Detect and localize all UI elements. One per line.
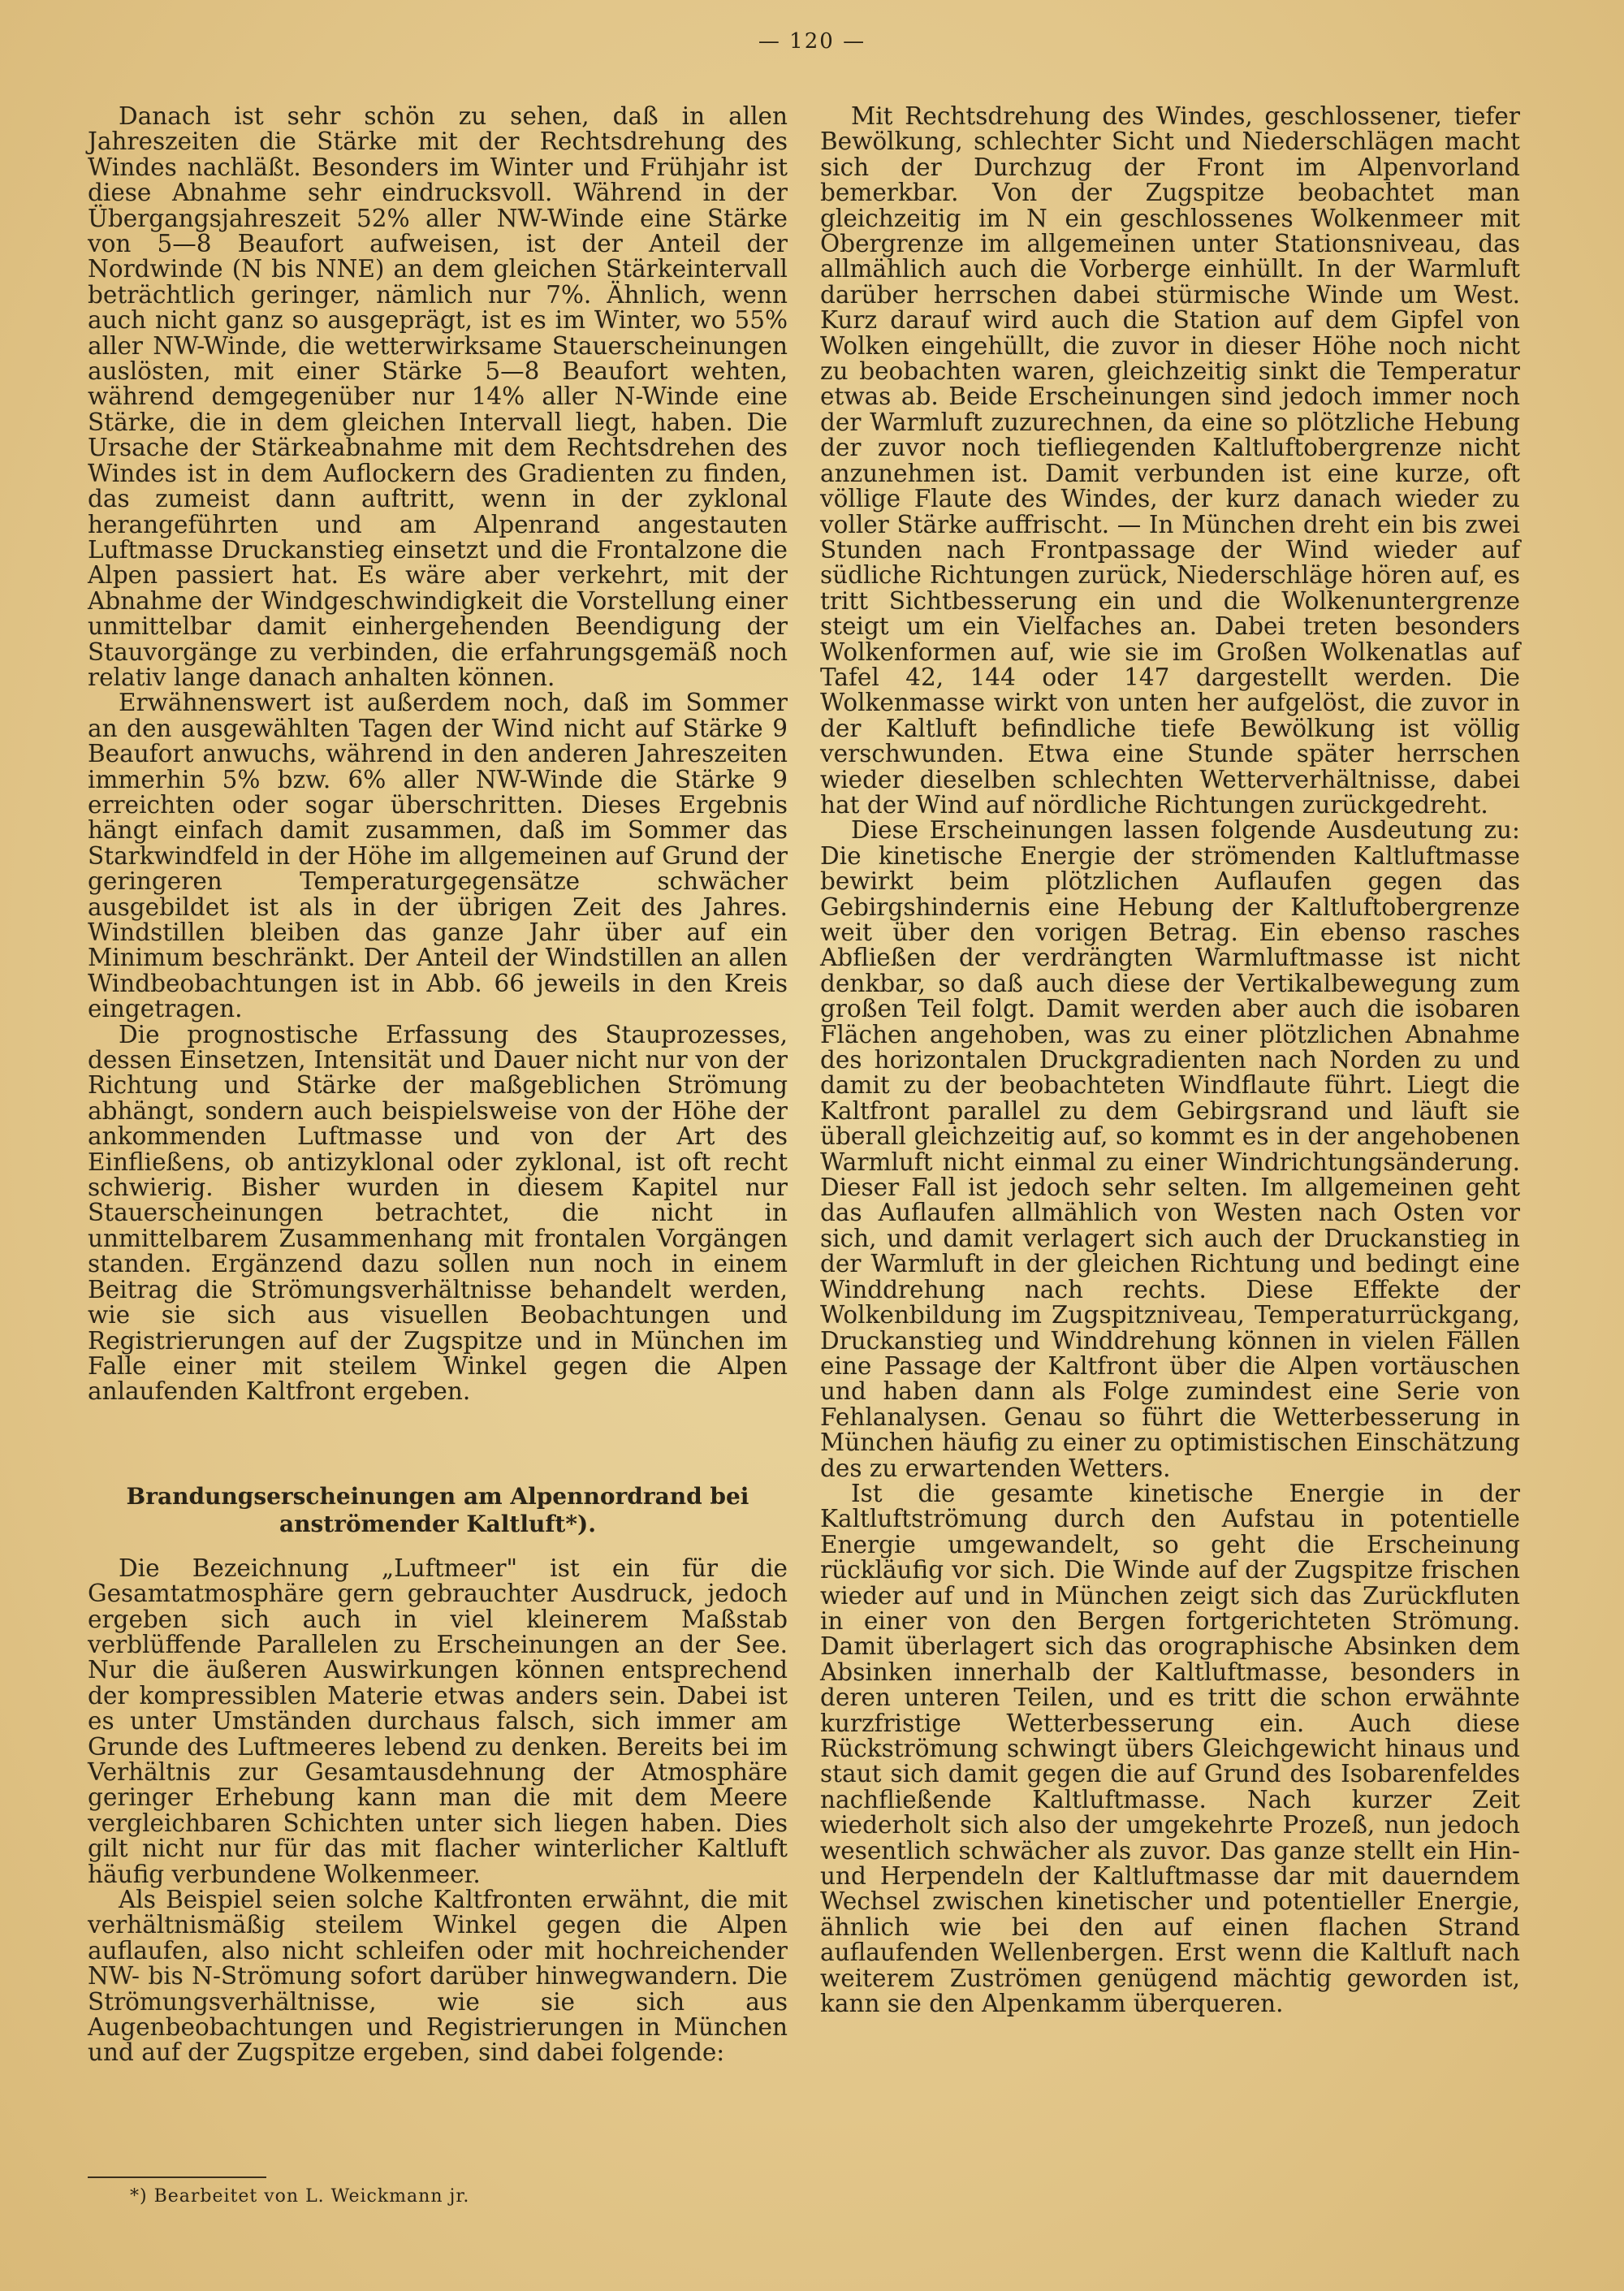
paragraph: Als Beispiel seien solche Kaltfronten erwähnt, die mit verhältnismäßig steilem Winkel gegen die Alpen auflaufen, also nicht schleifen oder mit hochreichender NW- bis N-Strömung sofort darüber hinwegwandern. Die Strömungsverhältnisse, wie sie sich aus Augenbeobachtungen und Registrierungen in München und auf der Zugspitze ergeben, sind dabei folgende: bbox=[88, 1886, 788, 2067]
paragraph: Danach ist sehr schön zu sehen, daß in allen Jahreszeiten die Stärke mit der Rechtsdrehung des Windes nachläßt. Besonders im Winter und Frühjahr ist diese Abnahme sehr eindrucksvoll. Während in der Übergangsjahreszeit 52% aller NW-Winde eine Stärke von 5—8 Beaufort aufweisen, ist der Anteil der Nordwinde (N bis NNE) an dem gleichen Stärkeintervall beträchtlich geringer, nämlich nur 7%. Ähnlich, wenn auch nicht ganz so ausgeprägt, ist es im Winter, wo 55% aller NW-Winde, die wetterwirksame Stauerscheinungen auslösten, mit einer Stärke 5—8 Beaufort wehten, während demgegenüber nur 14% aller N-Winde eine Stärke, die in dem gleichen Intervall liegt, haben. Die Ursache der Stärkeabnahme mit dem Rechtsdrehen des Windes ist in dem Auflockern des Gradienten zu finden, das zumeist dann auftritt, wenn in der zyklonal herangeführten und am Alpenrand angestauten Luftmasse Druckanstieg einsetzt und die Frontalzone die Alpen passiert hat. Es wäre aber verkehrt, mit der Abnahme der Windgeschwindigkeit die Vorstellung einer unmittelbar damit einhergehenden Beendigung der Stauvorgänge zu verbinden, die erfahrungsgemäß noch relativ lange danach anhalten können. bbox=[88, 102, 788, 691]
paragraph: Die prognostische Erfassung des Stauprozesses, dessen Einsetzen, Intensität und Dauer nicht nur von der Richtung und Stärke der maßgeblichen Strömung abhängt, sondern auch beispielsweise von der Höhe der ankommenden Luftmasse und von der Art des Einfließens, ob antizyklonal oder zyklonal, ist oft recht schwierig. Bisher wurden in diesem Kapitel nur Stauerscheinungen betrachtet, die nicht in unmittelbarem Zusammenhang mit frontalen Vorgängen standen. Ergänzend dazu sollen nun noch in einem Beitrag die Strömungsverhältnisse behandelt werden, wie sie sich aus visuellen Beobachtungen und Registrierungen auf der Zugspitze und in München im Falle einer mit steilem Winkel gegen die Alpen anlaufenden Kaltfront ergeben. bbox=[88, 1020, 788, 1406]
paragraph: Erwähnenswert ist außerdem noch, daß im Sommer an den ausgewählten Tagen der Wind nicht auf Stärke 9 Beaufort anwuchs, während in den anderen Jahreszeiten immerhin 5% bzw. 6% aller NW-Winde die Stärke 9 erreichten oder sogar überschritten. Dieses Ergebnis hängt einfach damit zusammen, daß im Sommer das Starkwindfeld in der Höhe im allgemeinen auf Grund der geringeren Temperaturgegensätze schwächer ausgebildet ist als in der übrigen Zeit des Jahres. Windstillen bleiben das ganze Jahr über auf ein Minimum beschränkt. Der Anteil der Windstillen an allen Windbeobachtungen ist in Abb. 66 jeweils in den Kreis eingetragen. bbox=[88, 689, 788, 1023]
paragraph: Mit Rechtsdrehung des Windes, geschlossener, tiefer Bewölkung, schlechter Sicht und Niederschlägen macht sich der Durchzug der Front im Alpenvorland bemerkbar. Von der Zugspitze beobachtet man gleichzeitig im N ein geschlossenes Wolkenmeer mit Obergrenze im allgemeinen unter Stationsniveau, das allmählich auch die Vorberge einhüllt. In der Warmluft darüber herrschen dabei stürmische Winde um West. Kurz darauf wird auch die Station auf dem Gipfel von Wolken eingehüllt, die zuvor in dieser Höhe noch nicht zu beobachten waren, gleichzeitig sinkt die Temperatur etwas ab. Beide Erscheinungen sind jedoch immer noch der Warmluft zuzurechnen, da eine so plötzliche Hebung der zuvor noch tiefliegenden Kaltluftobergrenze nicht anzunehmen ist. Damit verbunden ist eine kurze, oft völlige Flaute des Windes, der kurz danach wieder zu voller Stärke auffrischt. — In München dreht ein bis zwei Stunden nach Frontpassage der Wind wieder auf südliche Richtungen zurück, Niederschläge hören auf, es tritt Sichtbesserung ein und die Wolkenuntergrenze steigt um ein Vielfaches an. Dabei treten besonders Wolkenformen auf, wie sie im Großen Wolkenatlas auf Tafel 42, 144 oder 147 dargestellt werden. Die Wolkenmasse wirkt von unten her aufgelöst, die zuvor in der Kaltluft befindliche tiefe Bewölkung ist völlig verschwunden. Etwa eine Stunde später herrschen wieder dieselben schlechten Wetterverhältnisse, dabei hat der Wind auf nördliche Richtungen zurückgedreht. bbox=[820, 102, 1520, 819]
page-number: — 120 — bbox=[758, 29, 866, 54]
footnote: *) Bearbeitet von L. Weickmann jr. bbox=[130, 2186, 470, 2207]
paragraph: Ist die gesamte kinetische Energie in der Kaltluftströmung durch den Aufstau in potentielle Energie umgewandelt, so geht die Erscheinung rückläufig vor sich. Die Winde auf der Zugspitze frischen wieder auf und in München zeigt sich das Zurückfluten in einer von den Bergen fortgerichteten Strömung. Damit überlagert sich das orographische Absinken dem Absinken innerhalb der Kaltluftmasse, besonders in deren unteren Teilen, und es tritt die schon erwähnte kurzfristige Wetterbesserung ein. Auch diese Rückströmung schwingt übers Gleichgewicht hinaus und staut sich damit gegen die auf Grund des Isobarenfeldes nachfließende Kaltluftmasse. Nach kurzer Zeit wiederholt sich also der umgekehrte Prozeß, nun jedoch wesentlich schwächer als zuvor. Das ganze stellt ein Hin- und Herpendeln der Kaltluftmasse dar mit dauerndem Wechsel zwischen kinetischer und potentieller Energie, ähnlich wie bei den auf einen flachen Strand auflaufenden Wellenbergen. Erst wenn die Kaltluft nach weiterem Zuströmen genügend mächtig geworden ist, kann sie den Alpenkamm überqueren. bbox=[820, 1479, 1520, 2018]
footnote-rule bbox=[88, 2176, 266, 2178]
right-column bbox=[820, 104, 1520, 2017]
section-heading: Brandungserscheinungen am Alpennordrand bei anströmender Kaltluft*). bbox=[126, 1482, 749, 1537]
paragraph: Die Bezeichnung „Luftmeer" ist ein für die Gesamtatmosphäre gern gebrauchter Ausdruck, jedoch ergeben sich auch in viel kleinerem Maßstab verblüffende Parallelen zu Erscheinungen an der See. Nur die äußeren Auswirkungen können entsprechend der kompressiblen Materie etwas anders sein. Dabei ist es unter Umständen durchaus falsch, sich immer am Grunde des Luftmeeres lebend zu denken. Bereits bei im Verhältnis zur Gesamtausdehnung der Atmosphäre geringer Erhebung kann man die mit dem Meere vergleichbaren Schichten unter sich liegen haben. Dies gilt nicht nur für das mit flacher winterlicher Kaltluft häufig verbundene Wolkenmeer. bbox=[88, 1554, 788, 1888]
left-column bbox=[88, 104, 788, 2066]
paragraph: Diese Erscheinungen lassen folgende Ausdeutung zu: Die kinetische Energie der strömenden Kaltluftmasse bewirkt beim plötzlichen Auflaufen gegen das Gebirgshindernis eine Hebung der Kaltluftobergrenze weit über den vorigen Betrag. Ein ebenso rasches Abfließen der verdrängten Warmluftmasse ist nicht denkbar, so daß auch diese der Vertikalbewegung zum großen Teil folgt. Damit werden aber auch die isobaren Flächen angehoben, was zu einer plötzlichen Abnahme des horizontalen Druckgradienten nach Norden zu und damit zu der beobachteten Windflaute führt. Liegt die Kaltfront parallel zu dem Gebirgsrand und läuft sie überall gleichzeitig auf, so kommt es in der angehobenen Warmluft nicht einmal zu einer Windrichtungsänderung. Dieser Fall ist jedoch sehr selten. Im allgemeinen geht das Auflaufen allmählich von Westen nach Osten vor sich, und damit verlagert sich auch der Druckanstieg in der Warmluft in der gleichen Richtung und bedingt eine Winddrehung nach rechts. Diese Effekte der Wolkenbildung im Zugspitzniveau, Temperaturrückgang, Druckanstieg und Winddrehung können in vielen Fällen eine Passage der Kaltfront über die Alpen vortäuschen und haben dann als Folge zumindest eine Serie von Fehlanalysen. Genau so führt die Wetterbesserung in München häufig zu einer zu optimistischen Einschätzung des zu erwartenden Wetters. bbox=[820, 816, 1520, 1482]
